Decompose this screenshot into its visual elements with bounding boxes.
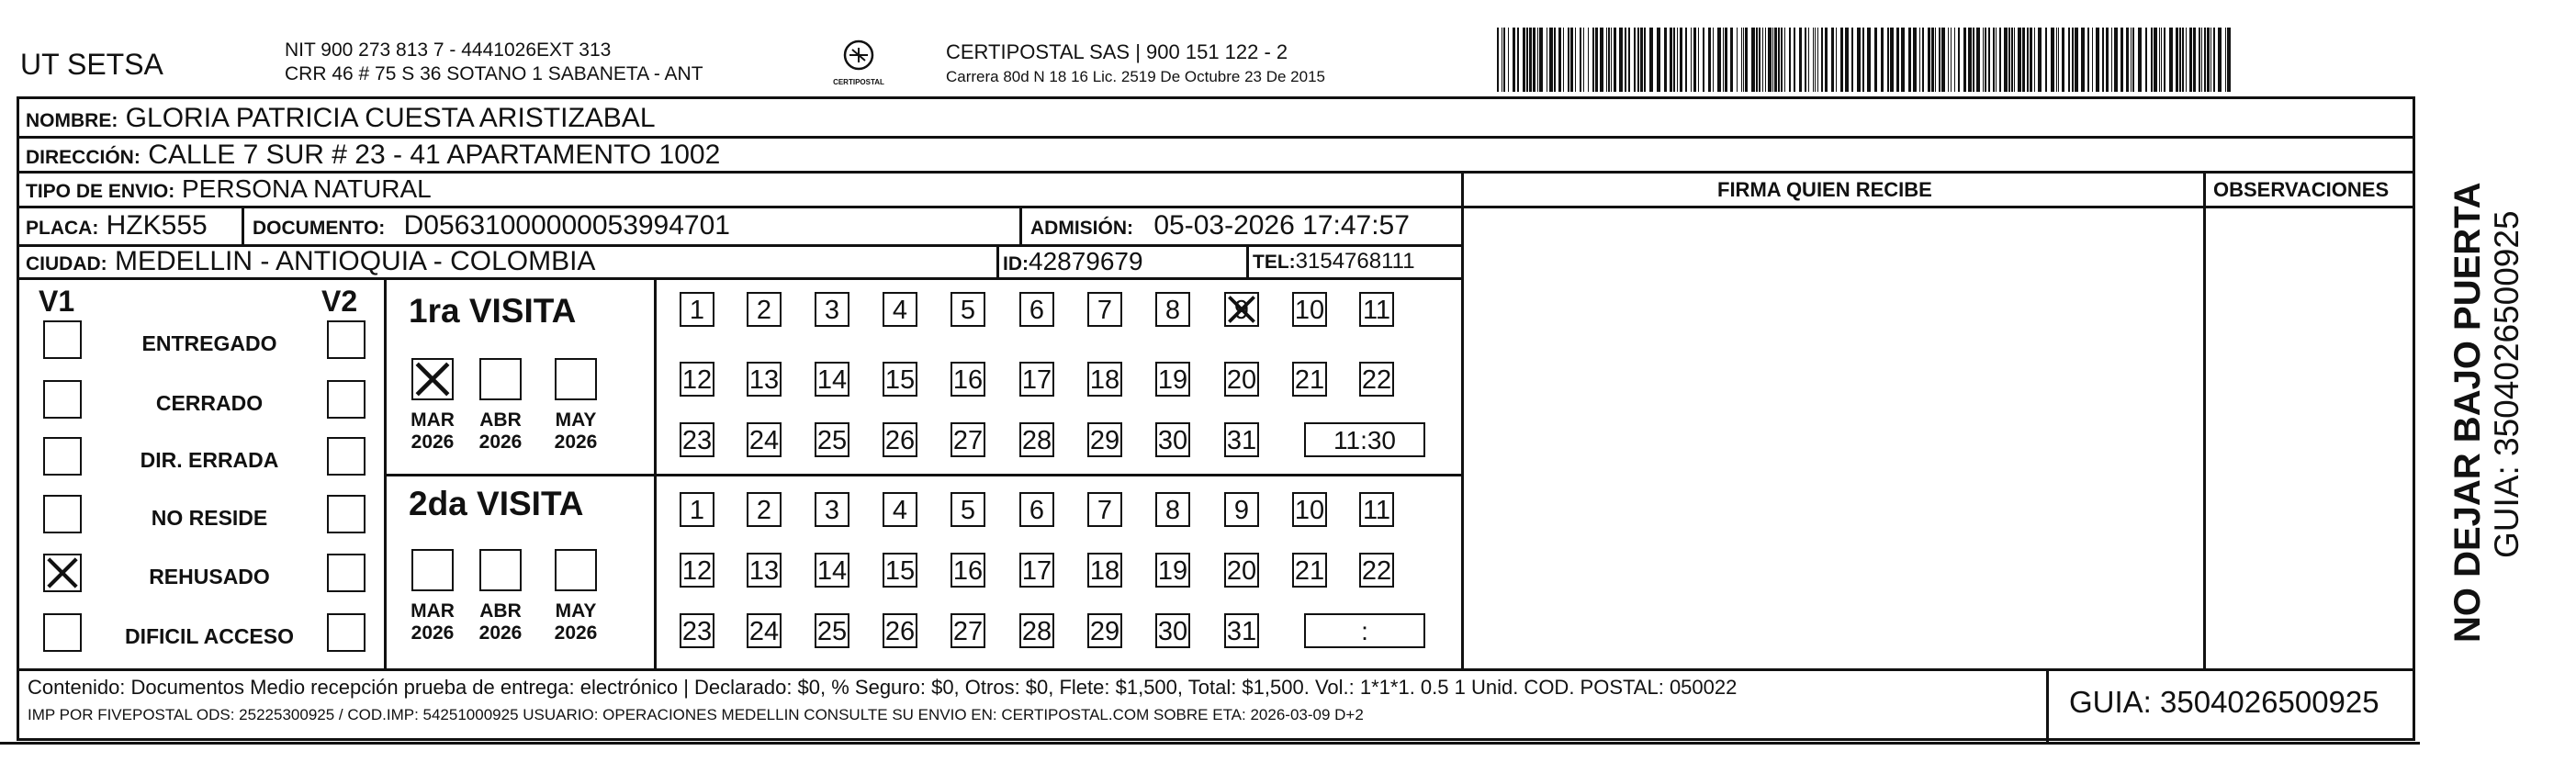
observaciones-header: OBSERVACIONES (2213, 178, 2390, 201)
day-box[interactable]: 9 (1224, 492, 1259, 527)
day-box[interactable]: 15 (883, 362, 917, 397)
day-box[interactable]: 2 (747, 292, 782, 327)
month-label: MAR 2026 (411, 600, 455, 644)
visit2-title: 2da VISITA (409, 485, 584, 522)
month-checkbox[interactable] (411, 549, 454, 591)
day-box[interactable]: 29 (1087, 422, 1122, 457)
v1-checkbox[interactable] (43, 613, 82, 652)
direccion-value: CALLE 7 SUR # 23 - 41 APARTAMENTO 1002 (148, 140, 721, 170)
day-box[interactable]: 24 (747, 422, 782, 457)
footer-line2: IMP POR FIVEPOSTAL ODS: 25225300925 / COD.IMP: 54251000925 USUARIO: OPERACIONES MEDELLIN CONSULTE SU ENVIO EN: CERTIPOSTAL.COM SOBRE ETA: 2026-03-09 D+2 (28, 706, 1364, 723)
day-box[interactable]: 17 (1019, 553, 1054, 588)
day-box[interactable]: 30 (1155, 422, 1190, 457)
day-box[interactable]: 17 (1019, 362, 1054, 397)
footer-line1: Contenido: Documentos Medio recepción prueba de entrega: electrónico | Declarado: $0, % Seguro: $0, Otros: $0, Flete: $1,500, Total: $1,500. Vol.: 1*1*1. 0.5 1 Unid. COD. POSTAL: 050022 (28, 676, 1738, 699)
month-checkbox[interactable] (555, 549, 597, 591)
nit-line: NIT 900 273 813 7 - 4441026EXT 313 (285, 39, 612, 61)
day-box[interactable]: 4 (883, 492, 917, 527)
nombre-label: NOMBRE: (26, 110, 118, 131)
day-box[interactable]: 7 (1087, 292, 1122, 327)
day-box[interactable]: 25 (815, 613, 849, 648)
v1-label: V1 (39, 285, 75, 318)
day-box[interactable]: 14 (815, 553, 849, 588)
time-box[interactable]: : (1304, 613, 1425, 648)
status-label: DIR. ERRADA (140, 448, 279, 472)
day-box[interactable]: 13 (747, 362, 782, 397)
direccion-label: DIRECCIÓN: (26, 147, 141, 168)
v2-checkbox[interactable] (327, 495, 366, 533)
id-label: ID: (1003, 253, 1029, 275)
day-box[interactable]: 28 (1019, 613, 1054, 648)
v1-checkbox[interactable] (43, 554, 82, 592)
day-box[interactable]: 19 (1155, 553, 1190, 588)
day-box[interactable]: 5 (951, 292, 985, 327)
month-checkbox[interactable] (479, 549, 522, 591)
tipo-label: TIPO DE ENVIO: (26, 181, 175, 202)
day-box[interactable]: 12 (680, 362, 714, 397)
status-label: ENTREGADO (141, 331, 277, 355)
placa-value: HZK555 (106, 210, 208, 241)
v2-checkbox[interactable] (327, 320, 366, 359)
month-label: MAY 2026 (554, 600, 598, 644)
status-label: CERRADO (155, 391, 264, 415)
svg-text:CERTIPOSTAL: CERTIPOSTAL (833, 78, 884, 86)
side-guia: GUIA: 3504026500925 (2488, 210, 2525, 558)
day-box[interactable]: 21 (1292, 553, 1327, 588)
day-box[interactable]: 15 (883, 553, 917, 588)
day-box[interactable]: 22 (1359, 553, 1394, 588)
day-box[interactable]: 18 (1087, 553, 1122, 588)
carrier-line: CERTIPOSTAL SAS | 900 151 122 - 2 (946, 40, 1288, 63)
day-box[interactable]: 1 (680, 492, 714, 527)
certipostal-logo (827, 37, 891, 90)
placa-label: PLACA: (26, 218, 99, 239)
day-box[interactable]: 18 (1087, 362, 1122, 397)
day-box[interactable]: 22 (1359, 362, 1394, 397)
day-box[interactable]: 26 (883, 422, 917, 457)
day-box[interactable]: 27 (951, 422, 985, 457)
day-box[interactable]: 19 (1155, 362, 1190, 397)
month-label: ABR 2026 (478, 409, 523, 454)
admision-label: ADMISIÓN: (1030, 218, 1133, 239)
day-box[interactable]: 25 (815, 422, 849, 457)
ciudad-label: CIUDAD: (26, 253, 107, 275)
day-box[interactable]: 23 (680, 613, 714, 648)
day-box[interactable]: 21 (1292, 362, 1327, 397)
day-box[interactable]: 3 (815, 492, 849, 527)
month-label: MAR 2026 (411, 409, 455, 454)
day-box[interactable]: 7 (1087, 492, 1122, 527)
month-checkbox[interactable] (479, 358, 522, 400)
status-label: DIFICIL ACCESO (124, 624, 294, 648)
month-label: MAY 2026 (554, 409, 598, 454)
day-box[interactable]: 26 (883, 613, 917, 648)
day-box[interactable]: 8 (1155, 292, 1190, 327)
barcode (1497, 28, 2232, 92)
day-box[interactable]: 2 (747, 492, 782, 527)
day-box[interactable]: 20 (1224, 362, 1259, 397)
day-box[interactable]: 5 (951, 492, 985, 527)
day-box[interactable]: 3 (815, 292, 849, 327)
admision-value: 05-03-2026 17:47:57 (1153, 210, 1410, 241)
id-value: 42879679 (1029, 247, 1143, 275)
day-box[interactable]: 4 (883, 292, 917, 327)
day-box[interactable]: 6 (1019, 292, 1054, 327)
firma-header: FIRMA QUIEN RECIBE (1717, 178, 1932, 201)
day-box[interactable]: 29 (1087, 613, 1122, 648)
month-checkbox[interactable] (555, 358, 597, 400)
day-box[interactable]: 16 (951, 362, 985, 397)
day-box[interactable]: 11 (1359, 492, 1394, 527)
ciudad-value: MEDELLIN - ANTIOQUIA - COLOMBIA (115, 246, 596, 276)
month-label: ABR 2026 (478, 600, 523, 644)
day-box[interactable]: 6 (1019, 492, 1054, 527)
v2-label: V2 (321, 285, 358, 318)
tel-label: TEL: (1253, 252, 1296, 273)
v1-checkbox[interactable] (43, 380, 82, 419)
day-box[interactable]: 23 (680, 422, 714, 457)
v1-checkbox[interactable] (43, 495, 82, 533)
company-name: UT SETSA (20, 48, 163, 81)
time-box[interactable]: 11:30 (1304, 422, 1425, 457)
tel-value: 3154768111 (1295, 249, 1415, 274)
status-label: REHUSADO (149, 565, 270, 588)
day-box[interactable]: 28 (1019, 422, 1054, 457)
day-box[interactable]: 20 (1224, 553, 1259, 588)
day-box[interactable]: 10 (1292, 292, 1327, 327)
status-label: NO RESIDE (151, 506, 268, 530)
day-box[interactable]: 31 (1224, 422, 1259, 457)
day-box[interactable]: 31 (1224, 613, 1259, 648)
v2-checkbox[interactable] (327, 437, 366, 476)
visit1-title: 1ra VISITA (409, 292, 577, 330)
carrier-sub: Carrera 80d N 18 16 Lic. 2519 De Octubre 23 De 2015 (946, 68, 1325, 85)
day-box[interactable]: 24 (747, 613, 782, 648)
v2-checkbox[interactable] (327, 613, 366, 652)
documento-label: DOCUMENTO: (253, 218, 386, 239)
nombre-value: GLORIA PATRICIA CUESTA ARISTIZABAL (125, 103, 656, 133)
v2-checkbox[interactable] (327, 380, 366, 419)
day-box[interactable]: 9 (1224, 292, 1259, 327)
v1-checkbox[interactable] (43, 320, 82, 359)
tipo-value: PERSONA NATURAL (181, 174, 432, 203)
documento-value: D05631000000053994701 (403, 210, 730, 241)
day-box[interactable]: 14 (815, 362, 849, 397)
v2-checkbox[interactable] (327, 554, 366, 592)
day-box[interactable]: 13 (747, 553, 782, 588)
side-warning: NO DEJAR BAJO PUERTA (2447, 182, 2488, 643)
day-box[interactable]: 30 (1155, 613, 1190, 648)
day-box[interactable]: 12 (680, 553, 714, 588)
address-line: CRR 46 # 75 S 36 SOTANO 1 SABANETA - ANT (285, 63, 703, 84)
v1-checkbox[interactable] (43, 437, 82, 476)
day-box[interactable]: 16 (951, 553, 985, 588)
day-box[interactable]: 27 (951, 613, 985, 648)
day-box[interactable]: 10 (1292, 492, 1327, 527)
footer-guia: GUIA: 3504026500925 (2069, 685, 2379, 719)
day-box[interactable]: 1 (680, 292, 714, 327)
month-checkbox[interactable] (411, 358, 454, 400)
day-box[interactable]: 11 (1359, 292, 1394, 327)
day-box[interactable]: 8 (1155, 492, 1190, 527)
